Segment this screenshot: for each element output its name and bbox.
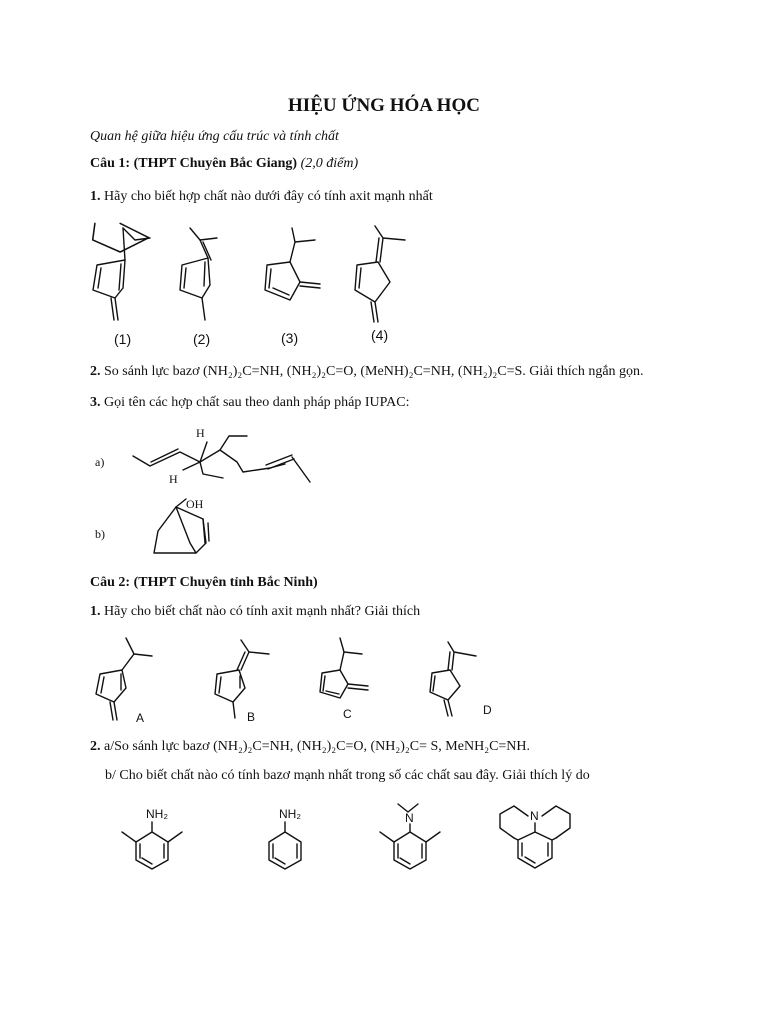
- atom-oh: OH: [186, 497, 204, 511]
- q2-amine-4: [490, 796, 580, 881]
- q1-part1-number: 1.: [90, 189, 101, 204]
- page-title: HIỆU ỨNG HÓA HỌC: [288, 95, 480, 116]
- structure-d-label: D: [483, 703, 492, 717]
- q1-structure-4: [345, 220, 425, 330]
- atom-h-bottom: H: [169, 472, 178, 486]
- q2-part1: [90, 604, 420, 620]
- question-2-label: Câu 2:: [90, 575, 131, 590]
- amine-4-n: N: [530, 809, 539, 823]
- q2-part1-number: 1.: [90, 604, 101, 619]
- q1-structure-a: [125, 422, 315, 492]
- sub-a-label: a): [95, 455, 105, 469]
- question-1-label: Câu 1:: [90, 156, 131, 171]
- q2-structure-c: [310, 636, 380, 716]
- question-2-school: (THPT Chuyên tỉnh Bắc Ninh): [133, 575, 318, 590]
- q1-part2: [90, 364, 644, 380]
- q2-structure-b: [205, 636, 275, 726]
- subtitle: Quan hệ giữa hiệu ứng cấu trúc và tính chất: [90, 129, 339, 144]
- q2-amine-1: [112, 802, 192, 882]
- question-2-heading: [90, 575, 318, 591]
- q2-amine-2: [255, 802, 325, 882]
- q1-structure-1: [85, 220, 145, 330]
- q1-part3: [90, 395, 409, 411]
- amine-3-n: N: [405, 811, 414, 825]
- structure-c-label: C: [343, 707, 352, 721]
- q2-part2-number: 2.: [90, 739, 101, 754]
- sub-b-label: b): [95, 527, 105, 541]
- q2-structure-d: [420, 636, 490, 721]
- question-1-school: (THPT Chuyên Bắc Giang): [133, 156, 298, 171]
- q1-part1-text: Hãy cho biết hợp chất nào dưới đây có tính axit mạnh nhất: [104, 189, 433, 204]
- q1-part2-number: 2.: [90, 364, 101, 379]
- structure-a-label: A: [136, 711, 145, 725]
- q2-part2a-text: a/So sánh lực bazơ (NH₂)₂C=NH, (NH₂)₂C=O, (NH₂)₂C= S, MeNH₂C=NH.: [104, 739, 531, 754]
- structure-b-label: B: [247, 710, 256, 724]
- q2-amine-3: [370, 798, 450, 883]
- question-1-points: (2,0 điểm): [300, 156, 359, 171]
- q1-structure-b: [148, 493, 228, 568]
- structure-3-label: (3): [281, 330, 299, 346]
- q2-part2a: [90, 739, 530, 755]
- atom-h-top: H: [196, 426, 205, 440]
- structure-4-label: (4): [371, 327, 389, 343]
- q2-part2b-text: b/ Cho biết chất nào có tính bazơ mạnh nhất trong số các chất sau đây. Giải thích lý do: [105, 768, 590, 783]
- structure-1-label: (1): [114, 331, 132, 347]
- amine-2-nh2: NH₂: [279, 807, 301, 821]
- q1-structure-2: [170, 220, 250, 330]
- q1-structure-3: [255, 220, 335, 330]
- q1-part2-text: So sánh lực bazơ (NH₂)₂C=NH, (NH₂)₂C=O, (MeNH)₂C=NH, (NH₂)₂C=S. Giải thích ngắn gọn.: [104, 364, 644, 379]
- q2-structure-a: [88, 636, 158, 726]
- q1-part3-text: Gọi tên các hợp chất sau theo danh pháp pháp IUPAC:: [104, 395, 410, 410]
- structure-2-label: (2): [193, 331, 211, 347]
- q1-part3-number: 3.: [90, 395, 101, 410]
- q2-part1-text: Hãy cho biết chất nào có tính axit mạnh nhất? Giải thích: [104, 604, 421, 619]
- amine-1-nh2: NH₂: [146, 807, 168, 821]
